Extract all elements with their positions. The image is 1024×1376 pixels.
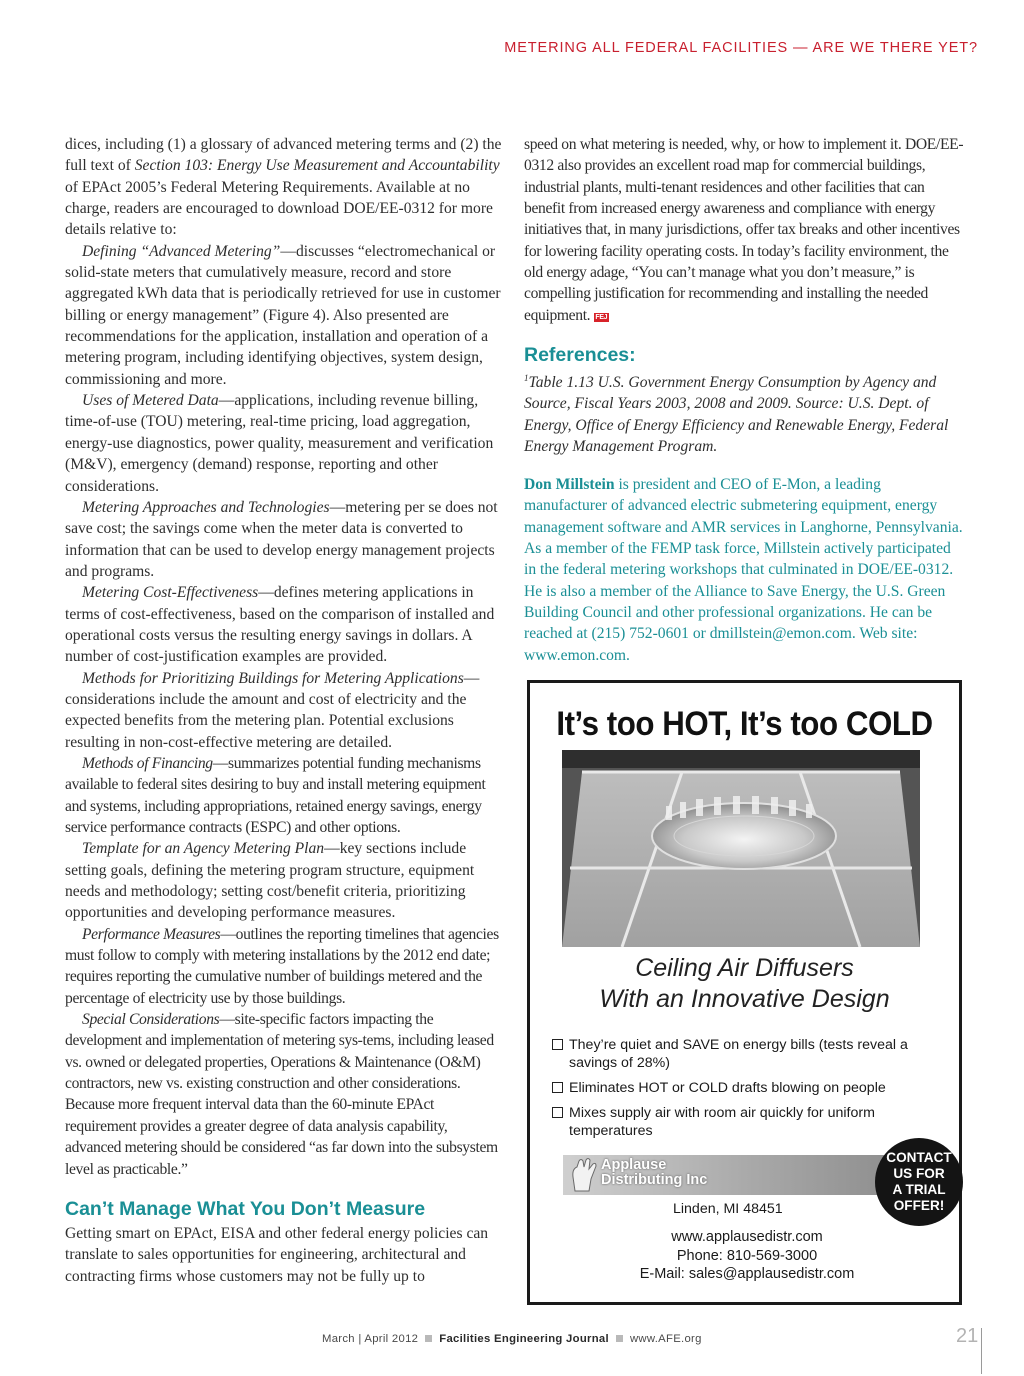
ad-feature-item [552,1036,947,1072]
paragraph-term: Methods of Financing [82,754,213,772]
checkbox-icon [552,1082,563,1093]
left-paragraph [65,497,503,582]
checkbox-icon [552,1107,563,1118]
reference-entry [524,368,964,457]
intro-italic-title: Section 103: Energy Use Measurement and Accountability [134,157,500,175]
paragraph-text: —defines metering applications in terms of cost-effectiveness, based on the comparison of installed and operational costs versus the resulting energy savings in dollars. A number of cost-justification examples are provided. [65,584,495,666]
paragraph-text: —discusses “electromechanical or solid-state meters that cumulatively measure, record and store aggregated kWh data that is periodically retrieved for use in customer billing or energy management” (Figure 4). Also presented are recommendations for the application, installation and operation of a metering program, including identifying objectives, system design, commissioning and more. [65,242,501,388]
company-banner [563,1155,902,1195]
author-name: Don Millstein [524,476,615,493]
separator-square-icon [425,1335,432,1342]
company-website: www.applausedistr.com [671,1229,823,1245]
company-email: E-Mail: sales@applausedistr.com [639,1266,855,1282]
paragraph-text: —summarizes potential funding mechanisms available to federal sites desiring to buy and install metering equipment and systems, including appropriations, retained energy savings, energy service performance contracts (ESPC) and other options. [65,754,486,836]
ad-subhead-line: With an Innovative Design [599,985,890,1013]
company-name [601,1158,707,1188]
company-contact [530,1228,964,1284]
ad-feature-text: Mixes supply air with room air quickly for uniform temperatures [569,1105,875,1139]
paragraph-text: —key sections include setting goals, defining the metering program structure, equipment needs and methodology; setting cost/benefit criteria, prioritizing opportunities and developing performance measures. [65,840,475,922]
fej-end-icon: FEJ [595,313,608,321]
company-name-line: Applause [601,1157,667,1173]
separator-square-icon [616,1335,623,1342]
section-body [65,1223,503,1287]
left-paragraph [65,241,503,390]
section-paragraph: Getting smart on EPAct, EISA and other federal energy policies can translate to sales opportunities for engineering, architectural and contracting firms whose customers may not be fully up to [65,1225,489,1285]
paragraph-text: —considerations include the amount and cost of electricity and the expected benefits from the metering plan. Potential exclusions resulting in non-cost-effective metering are detailed. [65,669,480,751]
badge-line: US FOR [893,1166,945,1181]
left-paragraph [65,668,503,753]
issue-date: March | April 2012 [322,1333,419,1345]
ad-feature-text: They’re quiet and SAVE on energy bills (tests reveal a savings of 28%) [569,1037,908,1071]
ad-feature-list [552,1036,947,1147]
badge-line: OFFER! [893,1198,945,1213]
left-paragraph-intro [65,134,503,241]
right-column [524,134,964,326]
checkbox-icon [552,1039,563,1050]
ad-feature-text: Eliminates HOT or COLD drafts blowing on people [569,1080,886,1096]
advertisement [527,680,962,1305]
left-paragraph [65,390,503,497]
ad-subhead [530,953,959,1015]
company-name-line: Distributing Inc [601,1172,708,1188]
right-continuation [524,134,964,326]
journal-name: Facilities Engineering Journal [439,1333,609,1345]
running-header: METERING ALL FEDERAL FACILITIES — ARE WE THERE YET? [504,40,978,56]
ad-feature-item [552,1104,947,1140]
left-paragraph [65,924,503,1009]
author-bio [524,474,964,666]
ceiling-diffuser-illustration [562,750,920,947]
page-footer [322,1333,702,1345]
left-paragraph [65,838,503,923]
left-paragraph [65,753,503,838]
page-number: 21 [956,1325,979,1347]
ad-subhead-line: Ceiling Air Diffusers [635,954,854,982]
paragraph-term: Performance Measures [82,925,221,943]
diffuser-photo [562,750,920,947]
trial-offer-badge [875,1138,963,1226]
journal-website: www.AFE.org [629,1333,702,1345]
paragraph-term: Special Considerations [82,1011,220,1029]
applause-hands-icon [569,1157,599,1193]
paragraph-term: Metering Approaches and Technologies [82,498,330,516]
ad-feature-item [552,1079,947,1097]
left-paragraph [65,1009,503,1180]
badge-line: A TRIAL [892,1182,946,1197]
paragraph-text: —site-specific factors impacting the development and implementation of metering sys-tems, including leased vs. owned or delegated properties, Operations & Maintenance (O&M) contractors, new vs. existing construction and other considerations. Because more frequent interval data than the 60-minute EPAct requirement provides a greater degree of data analysis capability, advanced metering should be considered “as far down into the subsystem level as practicable.” [65,1011,498,1178]
left-paragraph [65,582,503,667]
section-heading: Can’t Manage What You Don’t Measure [65,1198,426,1220]
company-phone: Phone: 810-569-3000 [676,1247,818,1264]
badge-line: CONTACT [886,1150,952,1165]
company-city: Linden, MI 48451 [673,1201,783,1217]
paragraph-term: Methods for Prioritizing Buildings for Metering Applications [82,669,464,687]
author-bio-text: is president and CEO of E-Mon, a leading manufacturer of advanced electric submetering equipment, energy management software and AMR services in Langhorne, Pennsylvania. As a member of the FEMP task force, Millstein actively participated in the federal metering workshops that culminated in DOE/EE-0312. He is also a member of the Alliance to Save Energy, the U.S. Green Building Council and other professional organizations. He can be reached at (215) 752-0601 or dmillstein@emon.com. Web site: www.emon.com. [524,476,963,664]
ad-headline: It’s too HOT, It’s too COLD [556,705,933,743]
paragraph-text: —applications, including revenue billing, time-of-use (TOU) metering, real-time pricing, load aggregation, energy-use diagnostics, power quality, measurement and verification (M&V), emergency (demand) response, reporting and other considerations. [65,392,494,495]
left-column [65,134,503,1180]
paragraph-text: —outlines the reporting timelines that agencies must follow to comply with metering installations by the 2012 end date; requires reporting the cumulative number of buildings metered and the percentage of electricity use by those buildings. [65,925,499,1007]
continuation-text: speed on what metering is needed, why, or how to implement it. DOE/EE-0312 also provides an excellent road map for commercial buildings, industrial plants, multi-tenant residences and other facilities that can benefit from increased energy awareness and compliance with energy initiatives that, in many jurisdictions, offer tax breaks and other incentives for lowering facility operating costs. In today’s facility environment, the old energy adage, “You can’t manage what you don’t measure,” is compelling justification for recommending and installing the needed equipment. [524,136,964,324]
reference-text: Table 1.13 U.S. Government Energy Consumption by Agency and Source, Fiscal Years 2003, 2008 and 2009. Source: U.S. Dept. of Energy, Office of Energy Efficiency and Renewable Energy, Federal Energy Management Program. [524,374,949,456]
paragraph-term: Uses of Metered Data [82,392,219,410]
intro-text: dices, including (1) a glossary of advanced metering terms and (2) the full text of [65,136,502,175]
reference-number: 1 [524,373,529,383]
intro-tail: of EPAct 2005’s Federal Metering Requirements. Available at no charge, readers are encouraged to download DOE/EE-0312 for more details relative to: [65,178,493,239]
paragraph-term: Defining “Advanced Metering” [82,242,281,260]
page-edge-rule [981,1328,982,1374]
paragraph-text: —metering per se does not save cost; the savings come when the meter data is converted to information that can be used to develop energy management projects and programs. [65,498,498,580]
paragraph-term: Template for an Agency Metering Plan [82,840,325,858]
paragraph-term: Metering Cost-Effectiveness [82,584,259,602]
references-heading: References: [524,344,636,366]
